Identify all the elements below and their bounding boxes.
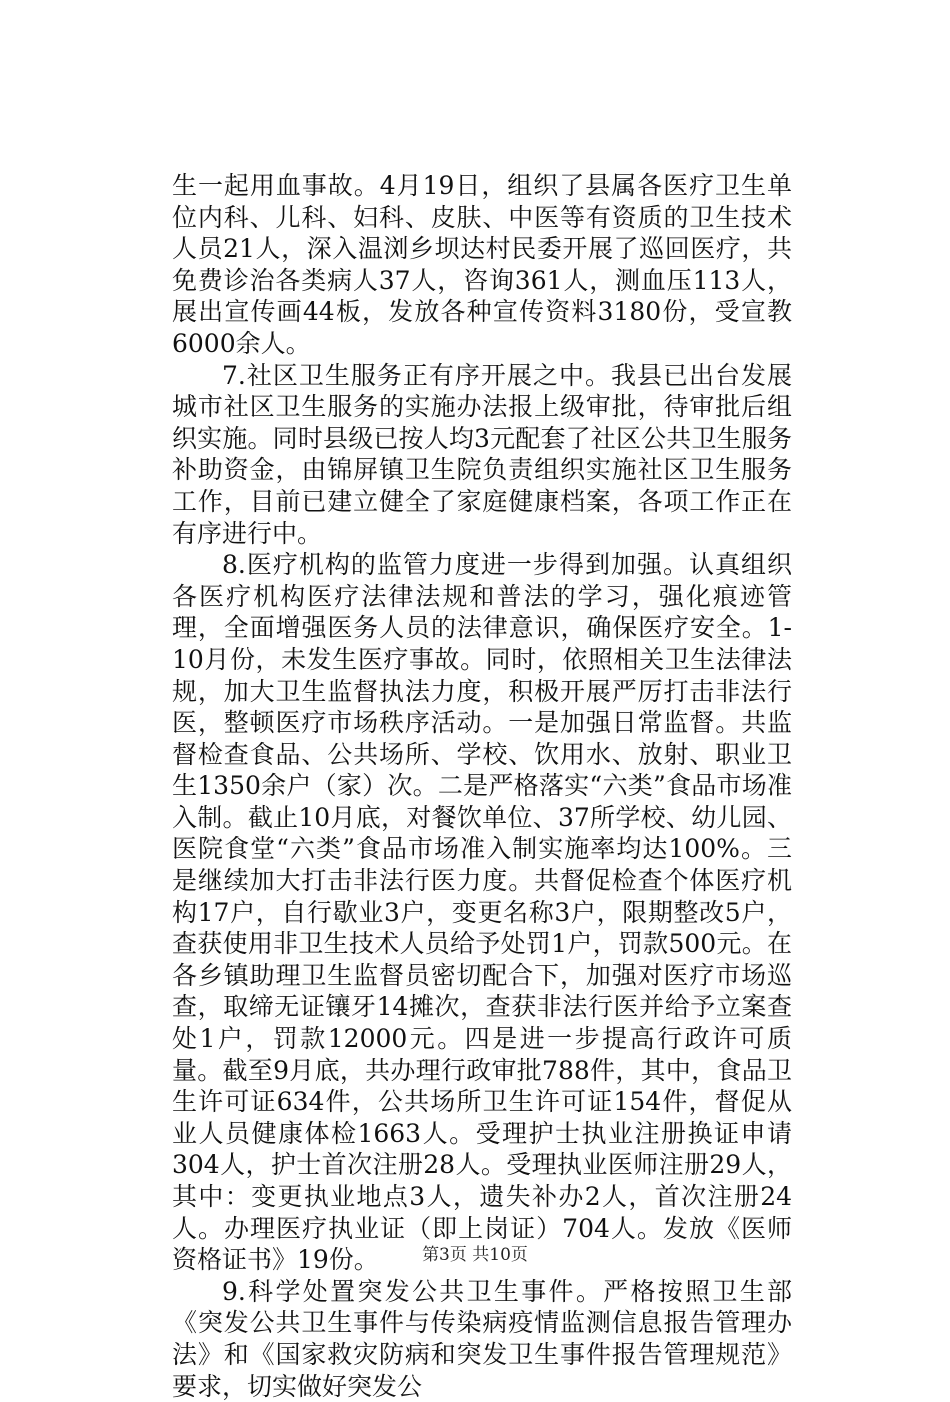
- document-body: [172, 170, 792, 1402]
- paragraph-item-9: 9.科学处置突发公共卫生事件。严格按照卫生部《突发公共卫生事件与传染病疫情监测信息报告管理办法》和《国家救灾防病和突发卫生事件报告管理规范》要求，切实做好突发公: [172, 1276, 792, 1401]
- paragraph-item-8: 8.医疗机构的监管力度进一步得到加强。认真组织各医疗机构医疗法律法规和普法的学习，强化痕迹管理，全面增强医务人员的法律意识，确保医疗安全。1-10月份，未发生医疗事故。同时，依照相关卫生法律法规，加大卫生监督执法力度，积极开展严厉打击非法行医，整顿医疗市场秩序活动。一是加强日常监督。共监督检查食品、公共场所、学校、饮用水、放射、职业卫生1350余户（家）次。二是严格落实“六类”食品市场准入制。截止10月底，对餐饮单位、37所学校、幼儿园、医院食堂“六类”食品市场准入制实施率均达100%。三是继续加大打击非法行医力度。共督促检查个体医疗机构17户，自行歇业3户，变更名称3户，限期整改5户，查获使用非卫生技术人员给予处罚1户，罚款500元。在各乡镇助理卫生监督员密切配合下，加强对医疗市场巡查，取缔无证镶牙14摊次，查获非法行医并给予立案查处1户，罚款12000元。四是进一步提高行政许可质量。截至9月底，共办理行政审批788件，其中，食品卫生许可证634件，公共场所卫生许可证154件，督促从业人员健康体检1663人。受理护士执业注册换证申请304人，护士首次注册28人。受理执业医师注册29人，其中：变更执业地点3人，遗失补办2人，首次注册24人。办理医疗执业证（即上岗证）704人。发放《医师资格证书》19份。: [172, 550, 792, 1275]
- page-number-footer: 第3页 共10页: [422, 1245, 528, 1265]
- paragraph-item-7: 7.社区卫生服务正有序开展之中。我县已出台发展城市社区卫生服务的实施办法报上级审批，待审批后组织实施。同时县级已按人均3元配套了社区公共卫生服务补助资金，由锦屏镇卫生院负责组织实施社区卫生服务工作，目前已建立健全了家庭健康档案，各项工作正在有序进行中。: [172, 360, 792, 548]
- paragraph-continuation: 生一起用血事故。4月19日，组织了县属各医疗卫生单位内科、儿科、妇科、皮肤、中医等有资质的卫生技术人员21人，深入温浏乡坝达村民委开展了巡回医疗，共免费诊治各类病人37人，咨询361人，测血压113人，展出宣传画44板，发放各种宣传资料3180份，受宣教6000余人。: [172, 171, 792, 358]
